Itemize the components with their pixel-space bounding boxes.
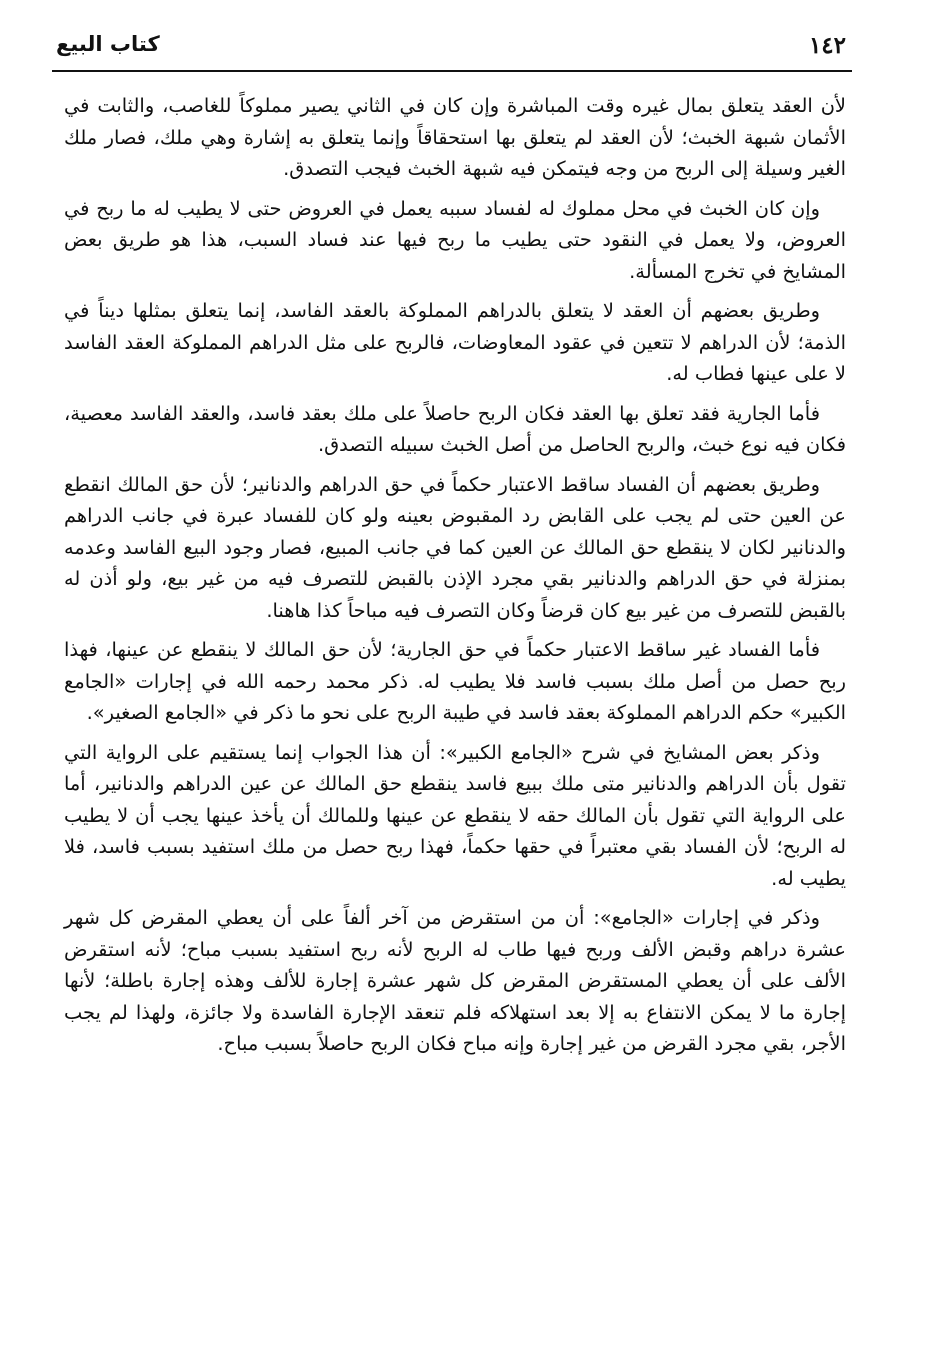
running-title: كتاب البيع: [56, 32, 160, 56]
page-header: [52, 28, 852, 72]
paragraph: لأن العقد يتعلق بمال غيره وقت المباشرة وإن كان في الثاني يصير مملوكاً للغاصب، والثابت في الأثمان شبهة الخبث؛ لأن العقد لم يتعلق بها استحقاقاً وإنما يتعلق به إشارة وهي ملك، فصار ملك الغير وسيلة إلى الربح من وجه فيتمكن فيه شبهة الخبث فيجب التصدق.: [64, 94, 846, 180]
paragraph: فأما الجارية فقد تعلق بها العقد فكان الربح حاصلاً على ملك بعقد فاسد، والعقد الفاسد معصية، فكان فيه نوع خبث، والربح الحاصل من أصل الخبث سبيله التصدق.: [64, 401, 846, 456]
paragraph: وذكر في إجارات «الجامع»: أن من استقرض من آخر ألفاً على أن يعطي المقرض كل شهر عشرة دراهم وقبض الألف وربح فيها طاب له الربح لأنه ربح استفيد بسبب مباح؛ لأنه استقرض الألف على أن يعطي المستقرض المقرض كل شهر عشرة إجارة للألف وهذه إجارة باطلة؛ لأنها إجارة ما لا يمكن الانتفاع به إلا بعد استهلاكه فلم تنعقد الإجارة الفاسدة ولا جائزة، ولهذا لم يجب الأجر، بقي مجرد القرض من غير إجارة وإنه مباح فكان الربح حاصلاً بسبب مباح.: [64, 906, 846, 1055]
page-number: ١٤٢: [808, 32, 846, 59]
paragraph: فأما الفساد غير ساقط الاعتبار حكماً في حق الجارية؛ لأن حق المالك لا ينقطع عن عينها، فهذا ربح حصل من أصل ملك بسبب فاسد فلا يطيب له. ذكر محمد رحمه الله في إجارات «الجامع الكبير» حكم الدراهم المملوكة بعقد فاسد في طيبة الربح على نحو ما ذكر في «الجامع الصغير».: [64, 638, 846, 724]
body-text: [64, 90, 846, 1350]
paragraph: وإن كان الخبث في محل مملوك له لفساد سببه يعمل في العروض حتى لا يطيب له ما ربح في العروض، ولا يعمل في النقود حتى يطيب ما ربح فيها عند فساد السبب، هذا هو طريق بعض المشايخ في تخرج المسألة.: [64, 196, 846, 283]
paragraph: وطريق بعضهم أن العقد لا يتعلق بالدراهم المملوكة بالعقد الفاسد، إنما يتعلق بمثلها ديناً في الذمة؛ لأن الدراهم لا تتعين في عقود المعاوضات، فالربح على مثل الدراهم المملوكة العقد الفاسد لا على عينها فطاب له.: [64, 299, 846, 385]
paragraph: وطريق بعضهم أن الفساد ساقط الاعتبار حكماً في حق الدراهم والدنانير؛ لأن حق المالك انقطع عن العين حتى لم يجب على القابض رد المقبوض بعينه ولو كان للفساد عبرة في جانب الدراهم والدنانير لكان لا ينقطع حق المالك عن العين كما في جانب المبيع، فصار وجود البيع الفاسد وعدمه بمنزلة في حق الدراهم والدنانير بقي مجرد الإذن بالقبض للتصرف فيه من غير بيع، ولو أذن له بالقبض للتصرف من غير بيع كان قرضاً وكان التصرف فيه مباحاً كذا هاهنا.: [64, 472, 846, 622]
paragraph: وذكر بعض المشايخ في شرح «الجامع الكبير»: أن هذا الجواب إنما يستقيم على الرواية التي تقول بأن الدراهم والدنانير متى ملك ببيع فاسد ينقطع حق المالك عن عين الدراهم والدنانير، أما على الرواية التي تقول بأن المالك حقه لا ينقطع عن عينها وللمالك أن يأخذ عينها يجب أن لا يطيب له الربح؛ لأن الفساد بقي معتبراً في حقها حكماً، فهذا ربح حصل من ملك استفيد بسبب فاسد، فلا يطيب له.: [64, 740, 846, 890]
